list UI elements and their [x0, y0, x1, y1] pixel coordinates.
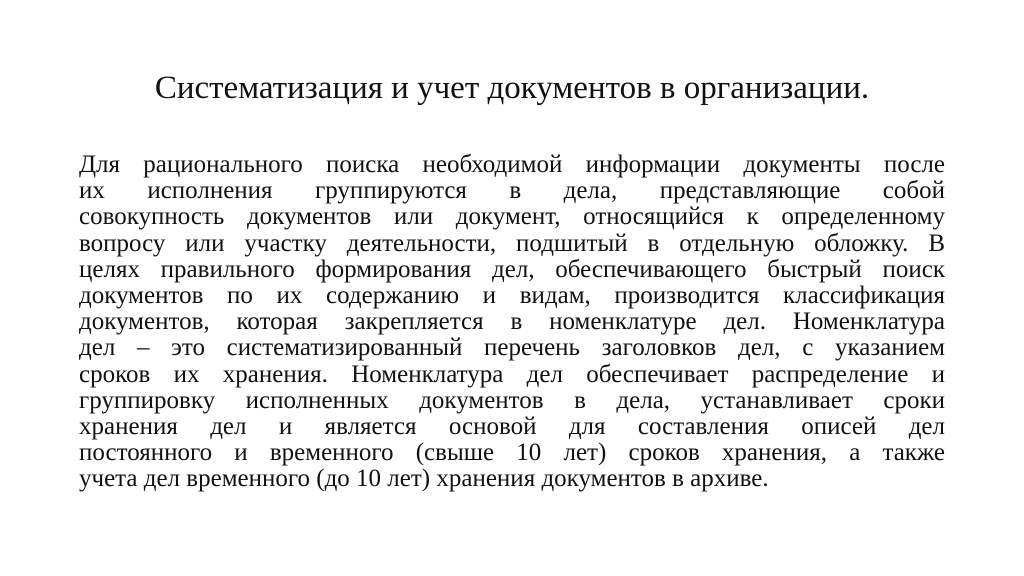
body-line: документов по их содержанию и видам, производится классификация	[79, 281, 945, 309]
body-line: группировку исполненных документов в дела, устанавливает сроки	[79, 386, 945, 414]
body-paragraph	[79, 152, 945, 492]
body-line: хранения дел и является основой для составления описей дел	[79, 412, 945, 440]
body-line: учета дел временного (до 10 лет) хранения документов в архиве.	[79, 465, 769, 493]
body-line: вопросу или участку деятельности, подшитый в отдельную обложку. В	[79, 229, 945, 257]
body-line: постоянного и временного (свыше 10 лет) сроков хранения, а также	[79, 439, 945, 467]
body-line: их исполнения группируются в дела, представляющие собой	[79, 177, 945, 205]
body-line: совокупность документов или документ, относящийся к определенному	[79, 203, 945, 231]
slide-title: Систематизация и учет документов в организации.	[154, 70, 870, 106]
body-line: Для рационального поиска необходимой информации документы после	[79, 151, 945, 178]
body-line: документов, которая закрепляется в номенклатуре дел. Номенклатура	[79, 308, 945, 336]
body-line: целях правильного формирования дел, обеспечивающего быстрый поиск	[79, 255, 945, 283]
body-line: сроков их хранения. Номенклатура дел обеспечивает распределение и	[79, 360, 945, 388]
body-line: дел – это систематизированный перечень заголовков дел, с указанием	[79, 334, 945, 362]
